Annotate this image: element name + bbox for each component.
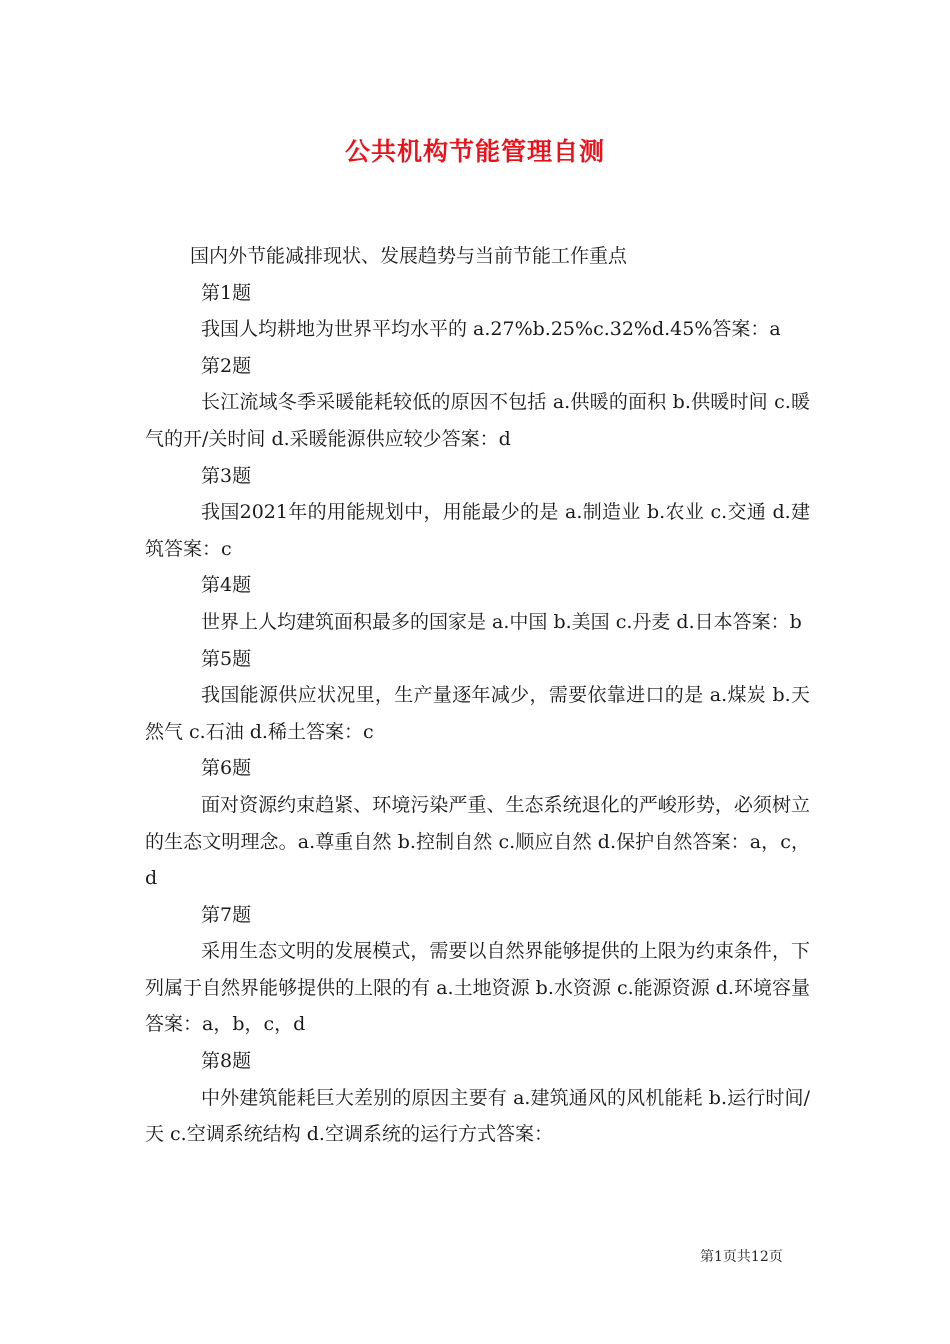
question-2-text: 长江流域冬季采暖能耗较低的原因不包括 a.供暖的面积 b.供暖时间 c.暖气的开/关时间 d.采暖能源供应较少答案：d bbox=[145, 391, 810, 450]
document-title: 公共机构节能管理自测 bbox=[344, 137, 605, 166]
question-7-text: 采用生态文明的发展模式，需要以自然界能够提供的上限为约束条件，下列属于自然界能够提供的上限的有 a.土地资源 b.水资源 c.能源资源 d.环境容量答案：a，b，c，d bbox=[145, 940, 810, 1036]
question-6-text: 面对资源约束趋紧、环境污染严重、生态系统退化的严峻形势，必须树立的生态文明理念。a.尊重自然 b.控制自然 c.顺应自然 d.保护自然答案：a，c，d bbox=[145, 793, 810, 890]
question-3-label: 第3题 bbox=[201, 464, 252, 487]
page-number-footer: 第1页共12页 bbox=[700, 1249, 783, 1265]
question-5-label: 第5题 bbox=[201, 647, 252, 670]
question-1-text: 我国人均耕地为世界平均水平的 a.27%b.25%c.32%d.45%答案：a bbox=[201, 318, 781, 341]
question-7-label: 第7题 bbox=[201, 903, 252, 926]
question-3-text: 我国2021年的用能规划中，用能最少的是 a.制造业 b.农业 c.交通 d.建筑答案：c bbox=[145, 501, 810, 560]
question-4-text: 世界上人均建筑面积最多的国家是 a.中国 b.美国 c.丹麦 d.日本答案：b bbox=[201, 610, 802, 633]
document-body bbox=[145, 238, 810, 1153]
question-1-label: 第1题 bbox=[201, 281, 252, 304]
section-subtitle: 国内外节能减排现状、发展趋势与当前节能工作重点 bbox=[190, 245, 628, 267]
question-8-text: 中外建筑能耗巨大差别的原因主要有 a.建筑通风的风机能耗 b.运行时间/天 c.空调系统结构 d.空调系统的运行方式答案： bbox=[145, 1086, 810, 1146]
question-4-label: 第4题 bbox=[201, 574, 252, 597]
question-2-label: 第2题 bbox=[201, 354, 252, 377]
question-6-label: 第6题 bbox=[201, 757, 252, 780]
question-8-label: 第8题 bbox=[201, 1050, 252, 1073]
question-5-text: 我国能源供应状况里，生产量逐年减少，需要依靠进口的是 a.煤炭 b.天然气 c.石油 d.稀土答案：c bbox=[145, 684, 810, 743]
